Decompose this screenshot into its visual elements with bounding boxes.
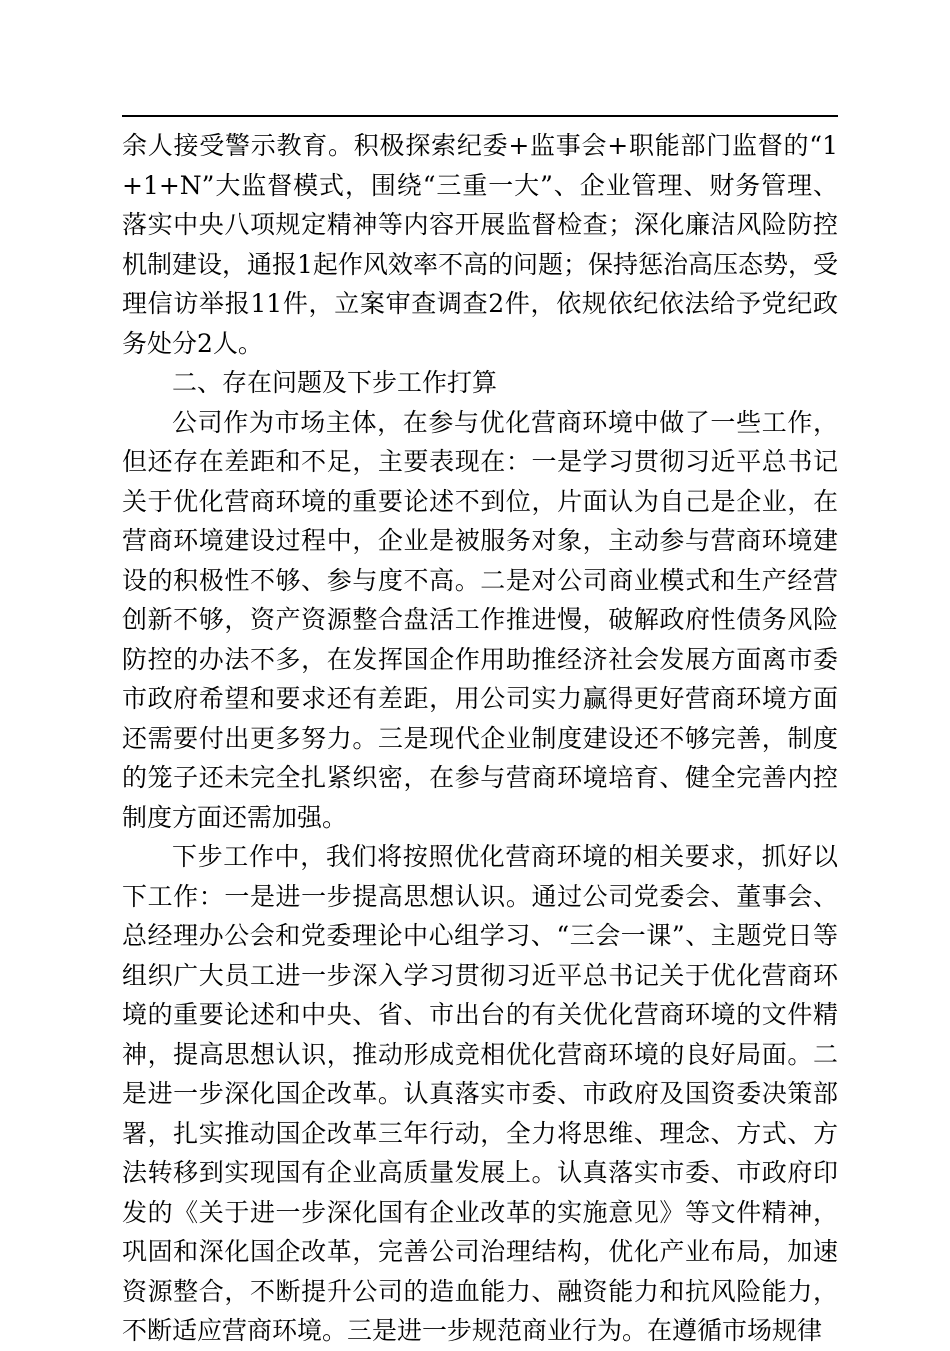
paragraph-next-steps: 下步工作中，我们将按照优化营商环境的相关要求，抓好以下工作：一是进一步提高思想认识。通过公司党委会、董事会、总经理办公会和党委理论中心组学习、“三会一课”、主题党日等组织广大员工进一步深入学习贯彻习近平总书记关于优化营商环境的重要论述和中央、省、市出台的有关优化营商环境的文件精神，提高思想认识，推动形成竞相优化营商环境的良好局面。二是进一步深化国企改革。认真落实市委、市政府及国资委决策部署，扎实推动国企改革三年行动，全力将思维、理念、方式、方法转移到实现国有企业高质量发展上。认真落实市委、市政府印发的《关于进一步深化国有企业改革的实施意见》等文件精神，巩固和深化国企改革，完善公司治理结构，优化产业布局，加速资源整合，不断提升公司的造血能力、融资能力和抗风险能力，不断适应营商环境。三是进一步规范商业行为。在遵循市场规律 [122, 842, 838, 1345]
header-rule [122, 115, 838, 117]
paragraph-problems: 公司作为市场主体，在参与优化营商环境中做了一些工作，但还存在差距和不足，主要表现在：一是学习贯彻习近平总书记关于优化营商环境的重要论述不到位，片面认为自己是企业，在营商环境建设过程中，企业是被服务对象，主动参与营商环境建设的积极性不够、参与度不高。二是对公司商业模式和生产经营创新不够，资产资源整合盘活工作推进慢，破解政府性债务风险防控的办法不多，在发挥国企作用助推经济社会发展方面离市委市政府希望和要求还有差距，用公司实力赢得更好营商环境方面还需要付出更多努力。三是现代企业制度建设还不够完善，制度的笼子还未完全扎紧织密，在参与营商环境培育、健全完善内控制度方面还需加强。 [122, 407, 838, 832]
section-heading: 二、存在问题及下步工作打算 [172, 368, 498, 397]
document-body [122, 126, 838, 1351]
paragraph-1: 余人接受警示教育。积极探索纪委+监事会+职能部门监督的“1+1+N”大监督模式，围绕“三重一大”、企业管理、财务管理、落实中央八项规定精神等内容开展监督检查；深化廉洁风险防控机制建设，通报1起作风效率不高的问题；保持惩治高压态势，受理信访举报11件，立案审查调查2件，依规依纪依法给予党纪政务处分2人。 [122, 131, 838, 358]
